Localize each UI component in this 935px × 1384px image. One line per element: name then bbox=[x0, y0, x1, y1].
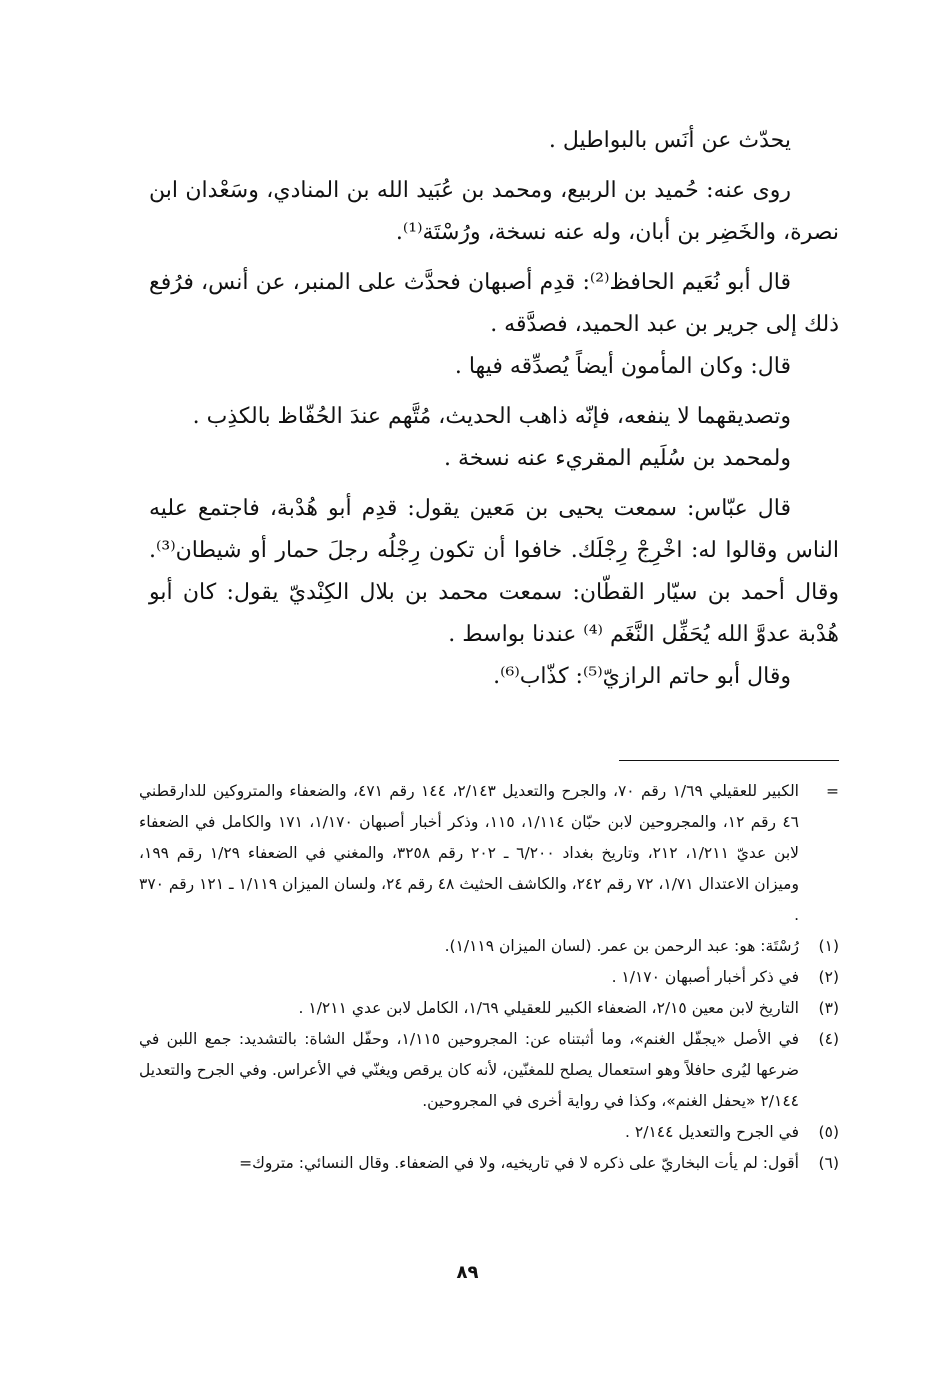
footnote-continuation bbox=[139, 776, 839, 931]
paragraph-tasdiq: وتصديقهما لا ينفعه، فإنّه ذاهب الحديث، مُتَّهم عندَ الحُفّاظ بالكذِب . bbox=[192, 404, 791, 429]
main-text bbox=[149, 120, 839, 698]
footnote-3 bbox=[139, 993, 839, 1024]
footnote-text: أقول: لم يأت البخاريّ على ذكره لا في تاريخيه، ولا في الضعفاء. وقال النسائي: متروك= bbox=[239, 1154, 799, 1172]
footnote-divider bbox=[619, 760, 839, 761]
footnote-number: (٢) bbox=[818, 968, 839, 986]
paragraph-muhammad-bin-sulaym: ولمحمد بن سُلَيم المقريء عنه نسخة . bbox=[443, 446, 791, 471]
footnote-number: (٥) bbox=[818, 1123, 839, 1141]
footnote-text: الكبير للعقيلي ١/٦٩ رقم ٧٠، والجرح والتعديل ٢/١٤٣، ١٤٤ رقم ٤٧١، والضعفاء والمتروكين للدارقطني ٤٦ رقم ١٢، والمجروحين لابن حبّان ١/١١٤، ١١٥، وذكر أخبار أصبهان ١/١٧٠، ١٧١ والكامل في الضعفاء لابن عديّ ١/٢١١، ٢١٢، وتاريخ بغداد ٦/٢٠٠ ـ ٢٠٢ رقم ٣٢٥٨، والمغني في الضعفاء ١/٢٩ رقم ١٩٩، وميزان الاعتدال ١/٧١، ٧٢ رقم ٢٤٢، والكاشف الحثيث ٤٨ رقم ٢٤، ولسان الميزان ١/١١٩ ـ ١٢١ رقم ٣٧٠ . bbox=[139, 782, 799, 924]
footnote-number: (٤) bbox=[818, 1030, 839, 1048]
paragraph-abu-nuaym: قال أبو نُعَيم الحافظ⁽²⁾: قدِم أصبهان فحدَّث على المنبر، عن أنس، فرُفع ذلك إلى جرير بن عبد الحميد، فصدَّقه . bbox=[149, 270, 839, 337]
footnote-5 bbox=[139, 1117, 839, 1148]
footnote-2 bbox=[139, 962, 839, 993]
footnote-number: = bbox=[826, 782, 839, 800]
paragraph-mamun: قال: وكان المأمون أيضاً يُصدِّقه فيها . bbox=[454, 354, 791, 379]
footnote-text: رُسْتَة: هو: عبد الرحمن بن عمر. (لسان الميزان ١/١١٩). bbox=[444, 937, 799, 955]
footnote-number: (٦) bbox=[818, 1154, 839, 1172]
footnote-6 bbox=[139, 1148, 839, 1179]
page-number: ٨٩ bbox=[456, 1262, 479, 1283]
paragraph-intro: يحدّث عن أنَس بالبواطيل . bbox=[548, 128, 791, 153]
footnote-4 bbox=[139, 1024, 839, 1117]
footnote-text: في ذكر أخبار أصبهان ١/١٧٠ . bbox=[611, 968, 799, 986]
paragraph-abu-hatim: وقال أبو حاتم الرازيّ⁽⁵⁾: كذّاب⁽⁶⁾. bbox=[493, 664, 791, 689]
paragraph-narrators: روى عنه: حُميد بن الربيع، ومحمد بن عُبَيد الله بن المنادي، وسَعْدان ابن نصرة، والخَضِر بن أبان، وله عنه نسخة، ورُسْتَة⁽¹⁾. bbox=[149, 178, 839, 245]
paragraph-abbas: قال عبّاس: سمعت يحيى بن مَعين يقول: قدِم أبو هُدْبة، فاجتمع عليه الناس وقالوا له: اخْرِجْ رِجْلَك. خافوا أن تكون رِجْلُه رجلَ حمار أو شيطان⁽³⁾. وقال أحمد بن سيّار القطّان: سمعت محمد بن بلال الكِنْديّ يقول: كان أبو هُدْبة عدوَّ الله يُحَفِّل النَّغَم ⁽⁴⁾ عندنا بواسط . bbox=[149, 496, 839, 647]
footnotes bbox=[139, 776, 839, 1179]
footnote-number: (٣) bbox=[818, 999, 839, 1017]
footnote-1 bbox=[139, 931, 839, 962]
footnote-text: التاريخ لابن معين ٢/١٥، الضعفاء الكبير للعقيلي ١/٦٩، الكامل لابن عدي ١/٢١١ . bbox=[298, 999, 799, 1017]
footnote-text: في الأصل «يجفّل الغنم»، وما أثبتناه عن: المجروحين ١/١١٥، وحفّل الشاة: بالتشديد: جمع اللبن في ضرعها ليُرى حافلاً وهو استعمال يصلح للمغنّين، لأنه كان يرقص ويغنّي في الأعراس. وفي الجرح والتعديل ٢/١٤٤ «يحفل الغنم»، وكذا في رواية أخرى في المجروحين. bbox=[139, 1030, 799, 1110]
footnote-text: في الجرح والتعديل ٢/١٤٤ . bbox=[625, 1123, 799, 1141]
footnote-number: (١) bbox=[818, 937, 839, 955]
